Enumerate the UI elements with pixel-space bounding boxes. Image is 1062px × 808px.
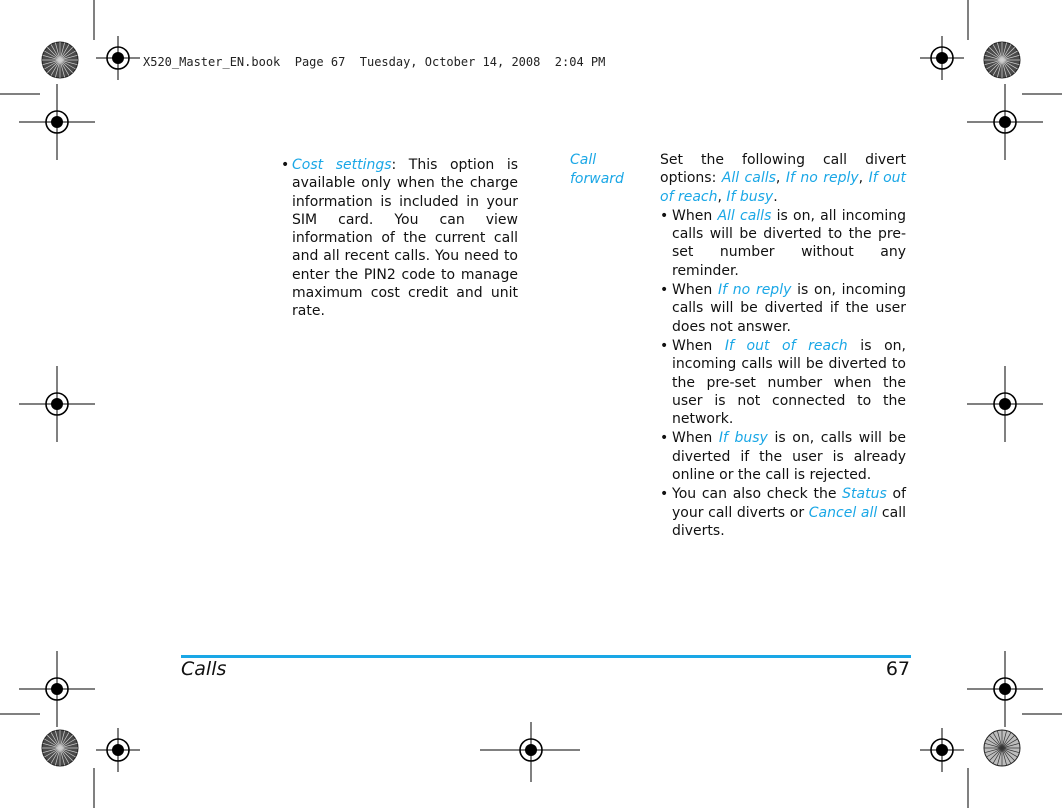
call-forward-label: Call forward [570, 152, 624, 187]
page-number: 67 [885, 658, 910, 680]
footer-section-title: Calls [181, 658, 227, 680]
item-text: call diverts. [672, 504, 906, 539]
list-item [660, 485, 906, 540]
item-text: You can also check the [672, 486, 843, 503]
bullet: • [660, 486, 669, 503]
registration-mark-icon [967, 651, 1043, 727]
cost-settings-paragraph [281, 156, 518, 321]
registration-mark-icon [920, 728, 964, 772]
item-term: If out of reach [724, 337, 848, 354]
item-term: If busy [718, 430, 768, 447]
call-forward-intro [660, 151, 906, 206]
cost-settings-text: : This option is available only when the charge information is included in your SIM card. You can view information of the current call and all recent calls. You need to enter the PIN2 code to manage maximum cost credit and unit rate. [292, 157, 518, 320]
item-text: is on, incoming calls will be diverted if the user does not answer. [672, 282, 906, 335]
bullet: • [660, 430, 669, 447]
separator: , [858, 170, 869, 187]
registration-mark-icon [96, 36, 140, 80]
list-item [660, 337, 906, 428]
bullet: • [281, 157, 290, 173]
option-if-out-of-reach: If out of reach [660, 170, 907, 205]
registration-mark-icon [967, 366, 1043, 442]
item-term: If no reply [717, 282, 792, 299]
separator: , [775, 170, 786, 187]
divert-options-list [660, 207, 906, 540]
registration-mark-icon [967, 84, 1043, 160]
list-item [660, 281, 906, 336]
registration-mark-icon [96, 728, 140, 772]
cost-settings-term: Cost settings [292, 157, 392, 173]
item-text: When [672, 430, 719, 447]
item-text: When [672, 337, 725, 354]
registration-mark-icon [19, 651, 95, 727]
footer-rule [181, 655, 911, 658]
registration-mark-icon [19, 366, 95, 442]
item-text: is on, calls will be diverted if the user is already online or the call is rejected. [672, 430, 906, 484]
item-text: is on, incoming calls will be diverted to the pre-set number when the user is not connected to the network. [672, 337, 906, 428]
intro-lead: Set the following call divert options: [660, 152, 906, 187]
bullet: • [660, 337, 669, 354]
item-term: Status [842, 486, 887, 503]
color-bar-icon [42, 42, 78, 78]
bullet: • [660, 282, 669, 299]
item-text: When [672, 282, 718, 299]
registration-mark-icon [19, 84, 95, 160]
period: . [773, 188, 778, 205]
option-if-busy: If busy [726, 188, 774, 205]
call-forward-section [660, 151, 906, 541]
list-item [660, 429, 906, 484]
item-term: All calls [717, 207, 772, 224]
separator: , [717, 188, 727, 205]
registration-mark-icon [920, 36, 964, 80]
color-bar-icon [984, 42, 1020, 78]
option-all-calls: All calls [721, 170, 776, 187]
item-term: Cancel all [808, 504, 878, 521]
print-header-info: X520_Master_EN.book Page 67 Tuesday, October 14, 2008 2:04 PM [143, 55, 606, 69]
item-text: of your call diverts or [672, 486, 906, 521]
list-item [660, 207, 906, 280]
color-bar-icon [42, 730, 78, 766]
item-text: When [672, 207, 718, 224]
color-bar-icon [984, 730, 1020, 766]
bullet: • [660, 207, 669, 224]
item-text: is on, all incoming calls will be diverted to the pre-set number without any reminder. [672, 207, 907, 279]
option-if-no-reply: If no reply [785, 170, 859, 187]
